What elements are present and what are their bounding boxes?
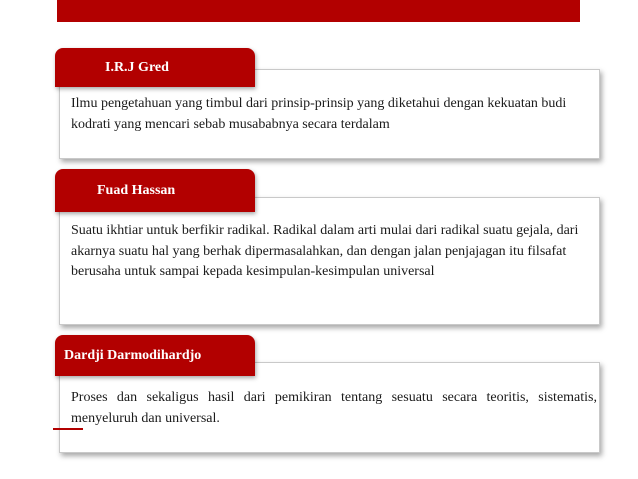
definition-text: Suatu ikhtiar untuk berfikir radikal. Radikal dalam arti mulai dari radikal suatu gejala, dari akarnya suatu hal yang berhak dipermasalahkan, dan dengan jalan penjajagan itu filsafat berusaha untuk sampai kepada kesimpulan-kesimpulan universal bbox=[71, 223, 579, 279]
definition-card-fuad-hassan bbox=[59, 197, 600, 325]
definition-text: Ilmu pengetahuan yang timbul dari prinsip-prinsip yang diketahui dengan kekuatan budi kodrati yang mencari sebab musababnya secara terdalam bbox=[71, 96, 567, 132]
author-name: Dardji Darmodihardjo bbox=[64, 347, 202, 363]
definition-text: Proses dan sekaligus hasil dari pemikiran tentang sesuatu secara teoritis, sistematis, menyeluruh dan universal. bbox=[71, 390, 597, 426]
author-name: Fuad Hassan bbox=[97, 182, 176, 198]
title-bar bbox=[57, 0, 580, 22]
decorative-accent-line bbox=[53, 428, 83, 430]
author-tab-fuad-hassan bbox=[55, 169, 255, 212]
author-tab-irj-gred bbox=[55, 48, 255, 87]
author-name: I.R.J Gred bbox=[105, 59, 169, 75]
author-tab-dardji-darmodihardjo bbox=[55, 335, 255, 376]
